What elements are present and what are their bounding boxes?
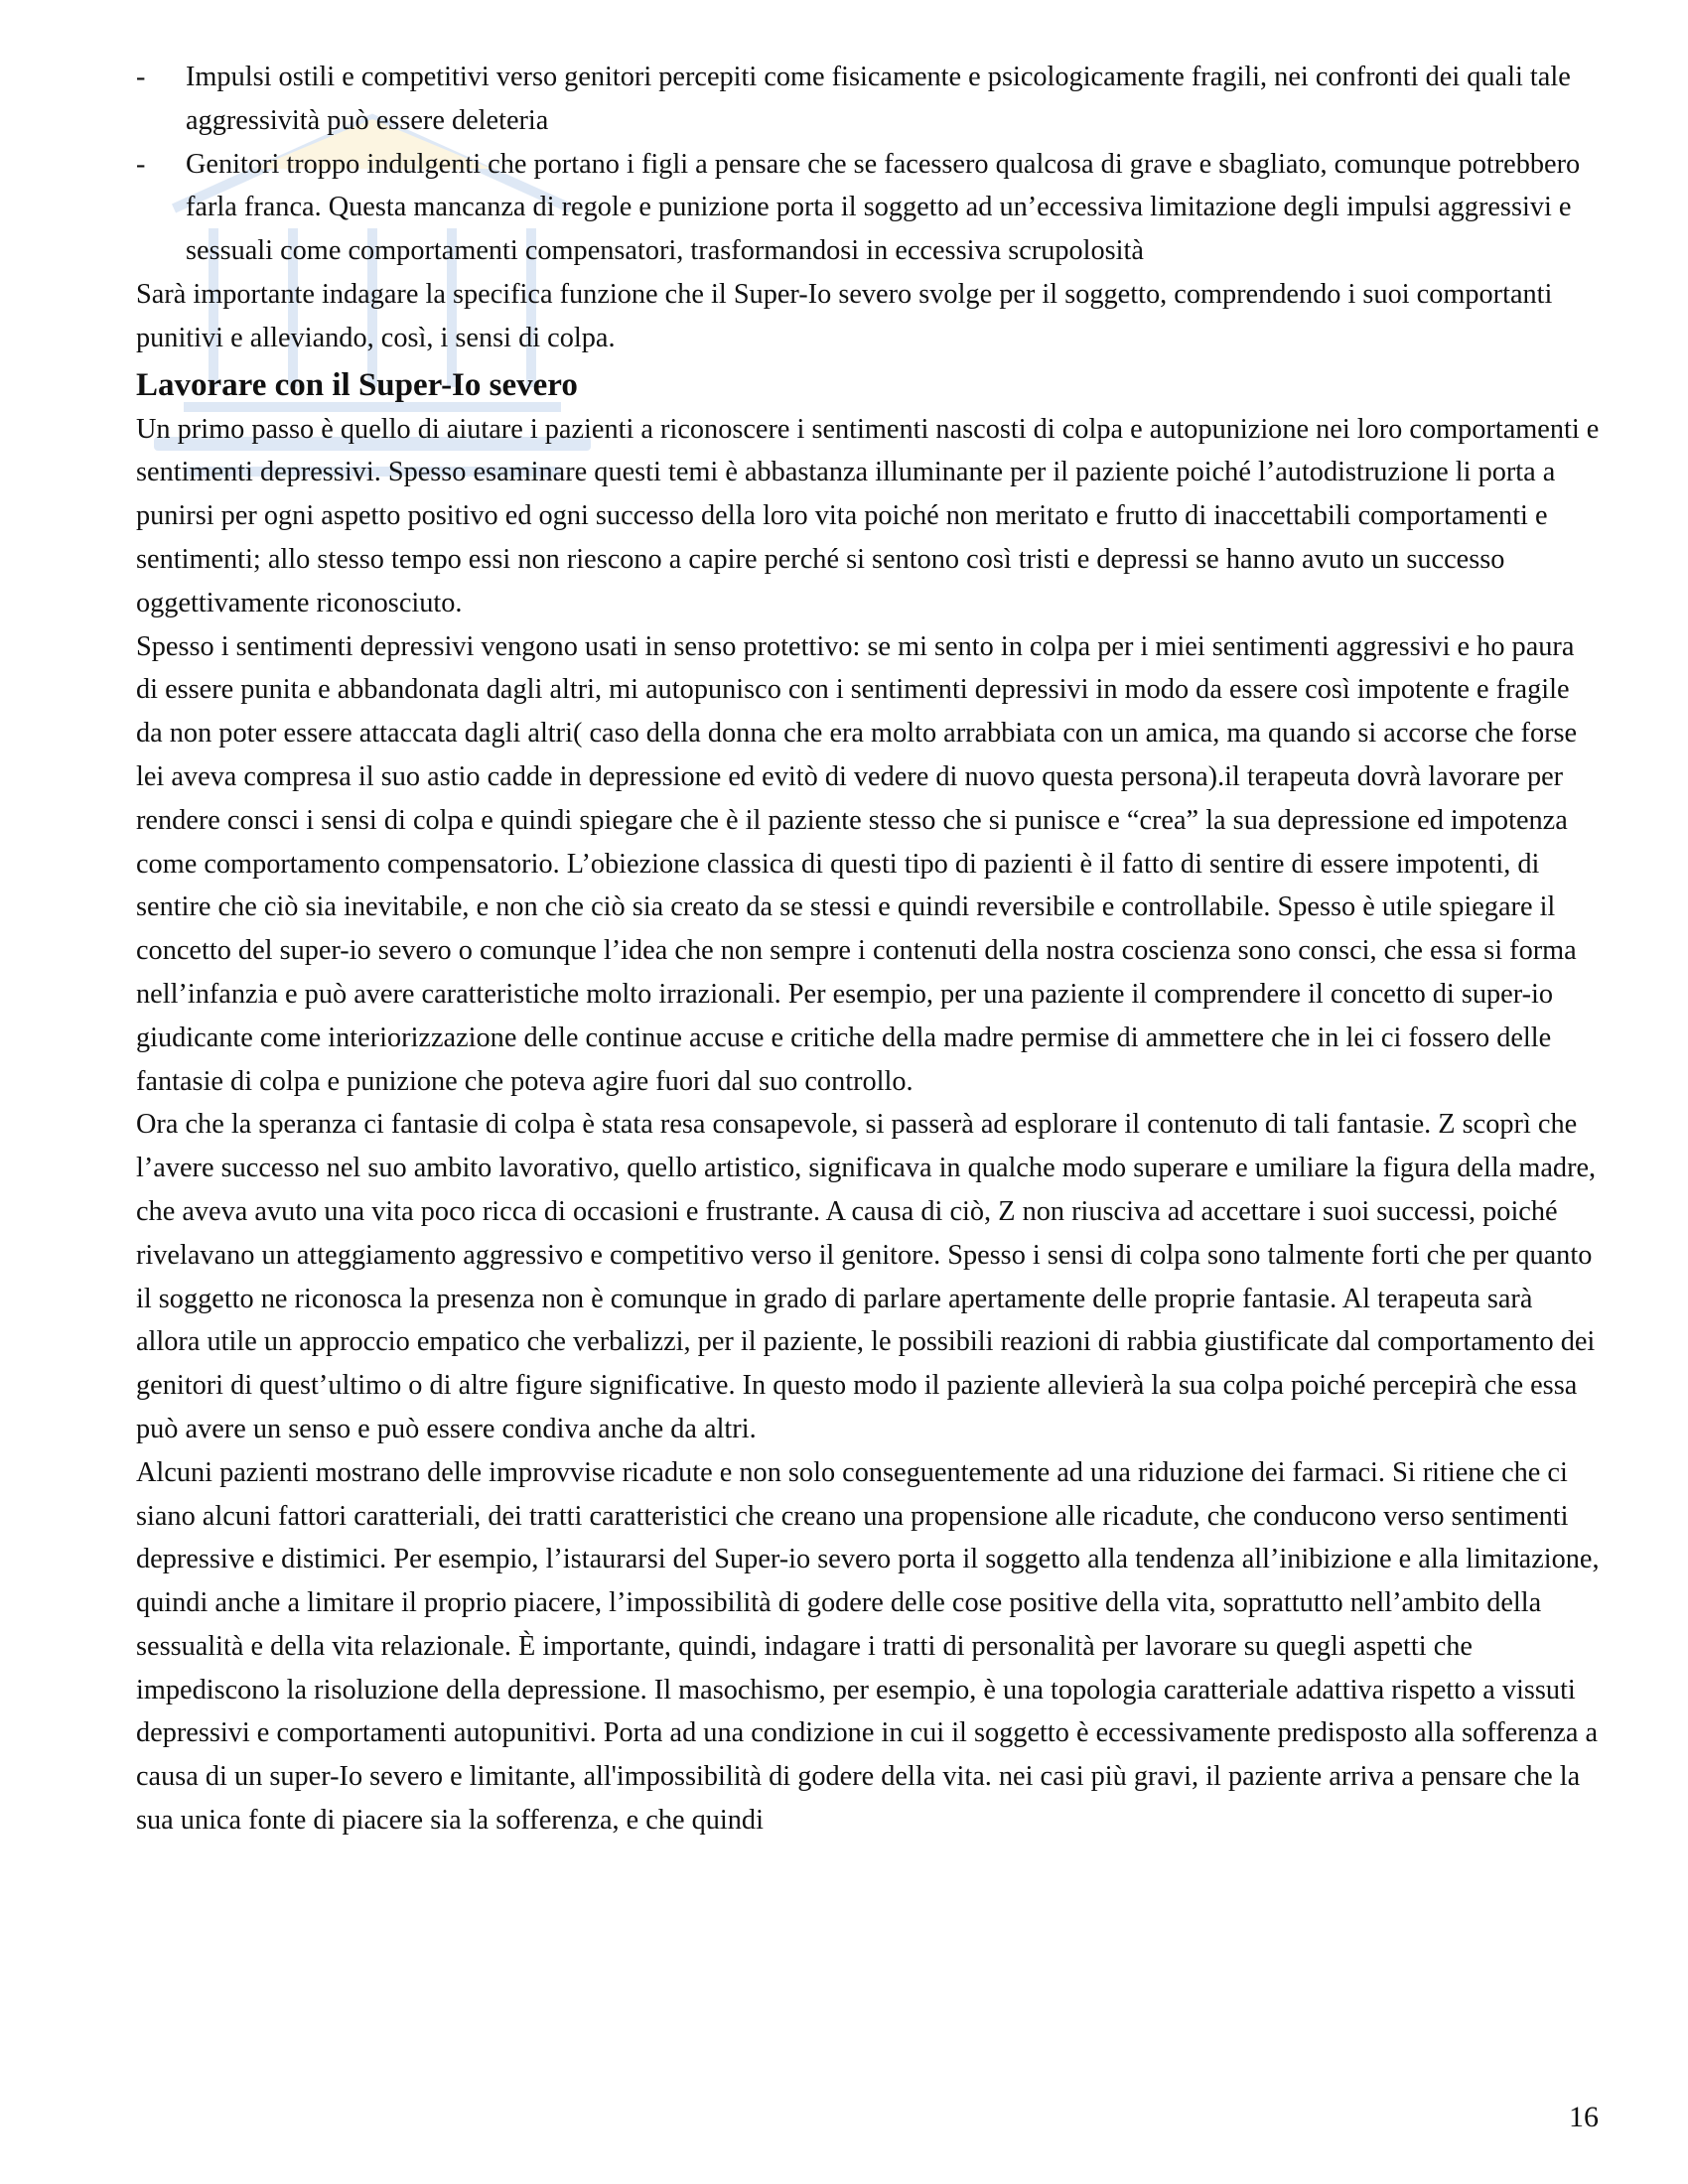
- body-paragraph: Spesso i sentimenti depressivi vengono usati in senso protettivo: se mi sento in colpa per i miei sentimenti aggressivi e ho paura di essere punita e abbandonata dagli altri, mi autopunisco con i sentimenti depressivi in modo da essere così impotente e fragile da non poter essere attaccata dagli altri( caso della donna che era molto arrabbiata con un amica, ma quando si accorse che forse lei aveva compresa il suo astio cadde in depressione ed evitò di vedere di nuovo questa persona).il terapeuta dovrà lavorare per rendere consci i sensi di colpa e quindi spiegare che è il paziente stesso che si punisce e “crea” la sua depressione ed impotenza come comportamento compensatorio. L’obiezione classica di questi tipo di pazienti è il fatto di sentire di essere impotenti, di sentire che ciò sia inevitabile, e non che ciò sia creato da se stessi e quindi reversibile e controllabile. Spesso è utile spiegare il concetto del super-io severo o comunque l’idea che non sempre i contenuti della nostra coscienza sono consci, che essa si forma nell’infanzia e può avere caratteristiche molto irrazionali. Per esempio, per una paziente il comprendere il concetto di super-io giudicante come interiorizzazione delle continue accuse e critiche della madre permise di ammettere che in lei ci fossero delle fantasie di colpa e punizione che poteva agire fuori dal suo controllo.: [136, 630, 1578, 1097]
- bullet-text: Genitori troppo indulgenti che portano i figli a pensare che se facessero qualcosa di grave e sbagliato, comunque potrebbero farla franca. Questa mancanza di regole e punizione porta il soggetto ad un’eccessiva limitazione degli impulsi aggressivi e sessuali come comportamenti compensatori, trasformandosi in eccessiva scrupolosità: [186, 148, 1581, 267]
- body-paragraph: Un primo passo è quello di aiutare i pazienti a riconoscere i sentimenti nascosti di colpa e autopunizione nei loro comportamenti e sentimenti depressivi. Spesso esaminare questi temi è abbastanza illuminante per il paziente poiché l’autodistruzione li porta a punirsi per ogni aspetto positivo ed ogni successo della loro vita poiché non meritato e frutto di inaccettabili comportamenti e sentimenti; allo stesso tempo essi non riescono a capire perché si sentono così tristi e depressi se hanno avuto un successo oggettivamente riconosciuto.: [136, 413, 1600, 618]
- page-number: 16: [1569, 2101, 1599, 2133]
- body-paragraph: Ora che la speranza ci fantasie di colpa è stata resa consapevole, si passerà ad esplorare il contenuto di tali fantasie. Z scoprì che l’avere successo nel suo ambito lavorativo, quello artistico, significava in qualche modo superare e umiliare la figura della madre, che aveva avuto una vita poco ricca di occasioni e frustrante. A causa di ciò, Z non riusciva ad accettare i suoi successi, poiché rivelavano un atteggiamento aggressivo e competitivo verso il genitore. Spesso i sensi di colpa sono talmente forti che per quanto il soggetto ne riconosca la presenza non è comunque in grado di parlare apertamente delle proprie fantasie. Al terapeuta sarà allora utile un approccio empatico che verbalizzi, per il paziente, le possibili reazioni di rabbia giustificate dal comportamento dei genitori di quest’ultimo o di altre figure significative. In questo modo il paziente allevierà la sua colpa poiché percepirà che essa può avere un senso e può essere condiva anche da altri.: [136, 1109, 1597, 1444]
- document-page: [136, 56, 1602, 1843]
- intro-paragraph: Sarà importante indagare la specifica funzione che il Super-Io severo svolge per il soggetto, comprendendo i suoi comportanti punitivi e alleviando, così, i sensi di colpa.: [136, 278, 1553, 353]
- bullet-item: [136, 56, 1602, 143]
- body-paragraph: Alcuni pazienti mostrano delle improvvise ricadute e non solo conseguentemente ad una riduzione dei farmaci. Si ritiene che ci siano alcuni fattori caratteriali, dei tratti caratteristici che creano una propensione alle ricadute, che conducono verso sentimenti depressive e distimici. Per esempio, l’istaurarsi del Super-io severo porta il soggetto alla tendenza all’inibizione e alla limitazione, quindi anche a limitare il proprio piacere, l’impossibilità di godere delle cose positive della vita, soprattutto nell’ambito della sessualità e della vita relazionale. È importante, quindi, indagare i tratti di personalità per lavorare su quegli aspetti che impediscono la risoluzione della depressione. Il masochismo, per esempio, è una topologia caratteriale adattiva rispetto a vissuti depressivi e comportamenti autopunitivi. Porta ad una condizione in cui il soggetto è eccessivamente predisposto alla sofferenza a causa di un super-Io severo e limitante, all'impossibilità di godere della vita. nei casi più gravi, il paziente arriva a pensare che la sua unica fonte di piacere sia la sofferenza, e che quindi: [136, 1456, 1600, 1837]
- bullet-dash: -: [136, 62, 146, 92]
- section-heading: Lavorare con il Super-Io severo: [136, 366, 578, 403]
- bullet-item: [136, 143, 1602, 273]
- bullet-text: Impulsi ostili e competitivi verso genitori percepiti come fisicamente e psicologicamente fragili, nei confronti dei quali tale aggressività può essere deleteria: [186, 62, 1571, 136]
- bullet-dash: -: [136, 148, 146, 180]
